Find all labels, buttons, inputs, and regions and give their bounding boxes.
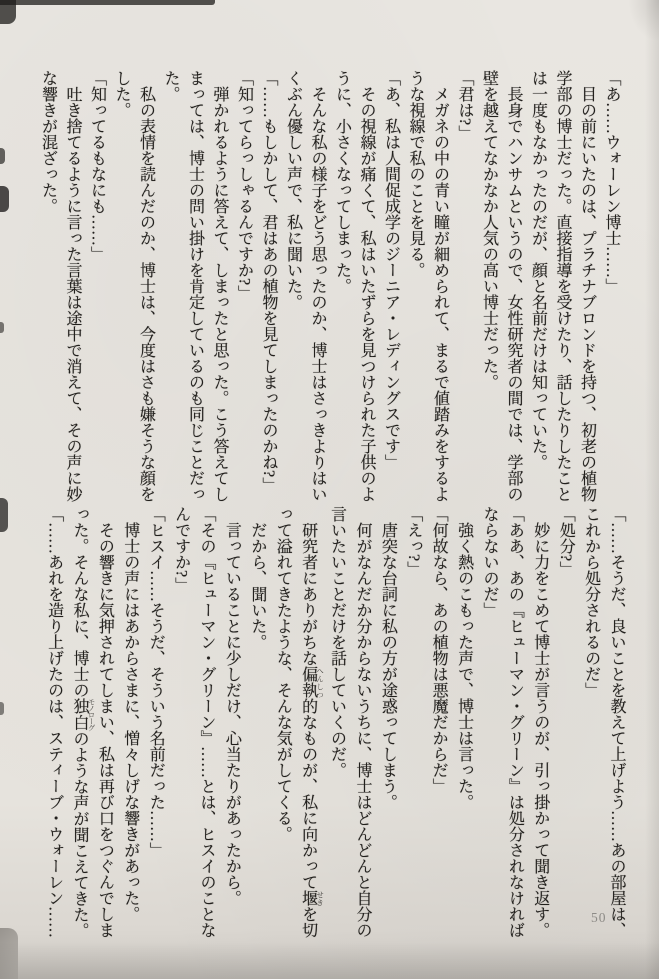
paragraph: 「君は?」 [456,70,473,142]
paragraph: 研究者にありがちな偏執 へんしつ的なものが、私に向かって堰 せきを切って溢れてきたような、そんな気がしてくる。 [274,506,325,938]
paragraph: だから、聞いた。 [248,522,266,650]
paragraph: 「ああ、あの『ヒューマン・グリーン』は処分されなければならないのだ」 [480,506,524,938]
paragraph: 吐き捨てるように言った言葉は途中で消えて、その声に妙な響きが混ざった。 [39,70,81,502]
paragraph: 「……もしかして、君はあの植物を見てしまったのかね?」 [260,70,277,494]
ruby-annotation: 偏執 へんしつ [299,666,325,698]
ruby-annotation: 独白 モノローグ [70,697,96,731]
paragraph: 「あ……ウォーレン博士……」 [603,70,620,294]
paragraph: 「えっ?」 [404,506,422,578]
ruby-annotation: 堰 せき [299,890,325,906]
paragraph: 目の前にいたのは、プラチナブロンドを持つ、初老の植物学部の博士だった。直接指導を受けたり、話したりしたことは一度もなかったのだが、顔と名前だけは知っていた。 [529,70,596,502]
scan-edge-speck [0,186,9,212]
paragraph: 「……あれを造り上げたのは、スティーブ・ウォーレン…… [45,506,63,938]
scan-edge-speck [0,148,5,164]
paragraph: 強く熱のこもった声で、博士は言った。 [455,522,473,810]
paragraph: 「処分?」 [557,506,575,578]
paragraph: 私の表情を読んだのか、博士は、今度はさも嫌そうな顔をした。 [113,70,155,502]
paragraph: 何がなんだか分からないうちに、博士はどんどんと自分の言いたいことだけを話していくのだ。 [328,506,371,938]
text-block-upper [37,70,623,508]
paragraph: 弾かれるように答えて、しまったと思った。こう答えてしまっては、博士の問い掛けを肯定しているのも同じことだった。 [162,70,228,502]
scan-edge-top-corner [0,0,16,24]
scan-edge-speck [0,702,4,715]
paragraph: 博士の声にはあからさまに、憎々しげな響きがあった。 [121,522,139,922]
paragraph: 言っていることに少しだけ、心当たりがあったから。 [223,522,241,906]
paragraph: 「知ってらっしゃるんですか?」 [235,70,253,302]
text-block-lower [29,506,629,944]
paragraph: 「その『ヒューマン・グリーン』……とは、ヒスイのことなんですか?」 [172,506,215,938]
page-number: 50 [591,910,607,925]
paragraph: 妙に力をこめて博士が言うのが、引っ掛かって聞き返す。 [531,522,549,938]
scan-edge-speck [0,498,8,532]
scan-edge-top-strip [0,0,215,5]
scan-edge-bottom-shadow [0,942,659,979]
paragraph: 長身でハンサムというので、女性研究者の間では、学部の壁を越えてなかなか人気の高い博士だった。 [480,70,522,502]
paragraph: 「知ってるもなにも……」 [88,70,106,262]
paragraph: 「何故なら、あの植物は悪魔だからだ」 [430,506,448,794]
paragraph: メガネの中の青い瞳が細められて、まるで値踏みをするような視線で私のことを見る。 [407,70,449,502]
scan-edge-top-right [628,0,659,42]
paragraph: そんな私の様子をどう思ったのか、博士はさっきよりはいくぶん優しい声で、私に聞いた。 [284,70,326,502]
paragraph: 「ヒスイ……そうだ、そういう名前だった……」 [147,506,165,858]
paragraph: その視線が痛くて、私はいたずらを見つけられた子供のように、小さくなってしまった。 [333,70,375,502]
paragraph: その響きに気押されてしまい、私は再び口をつぐんでしまった。そんな私に、博士の独白 モノローグのような声が聞こえてきた。 [70,506,114,939]
paragraph: 「あ、私は人間促成学のジーニア・レディングスです」 [382,70,400,470]
paragraph: 唐突な台詞に私の方が途惑ってしまう。 [379,522,397,810]
scan-edge-bottom-left [0,928,18,979]
paragraph: 「……そうだ、良いことを教えて上げよう……あの部屋は、これから処分されるのだ」 [582,506,625,938]
scan-edge-right-shadow [645,0,659,979]
scan-edge-speck [0,322,4,333]
